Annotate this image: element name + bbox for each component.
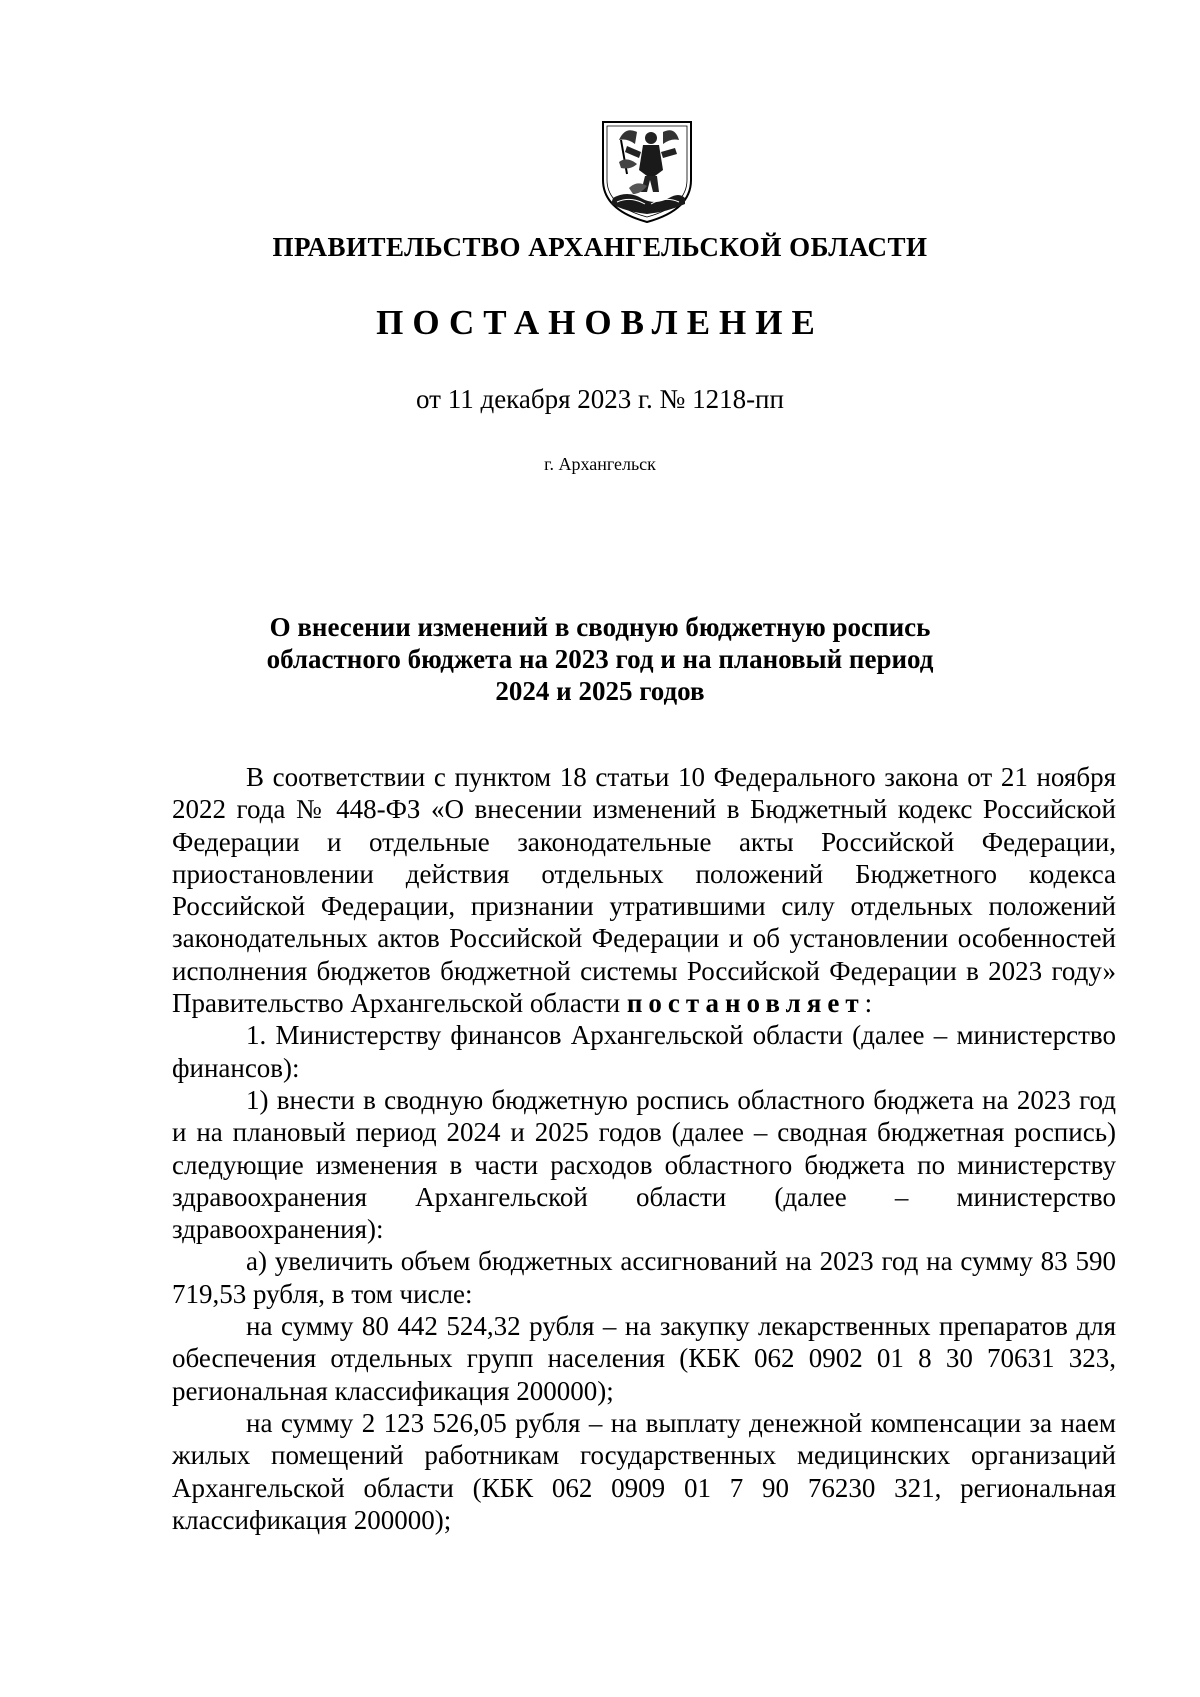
document-body — [172, 761, 1116, 1536]
decree-word: постановляет — [626, 988, 865, 1019]
document-subject — [0, 611, 1200, 707]
decree-colon: : — [864, 988, 873, 1019]
subject-line-2: областного бюджета на 2023 год и на плановый период — [266, 644, 934, 674]
sub-item-1-paragraph: на сумму 80 442 524,32 рубля – на закупку лекарственных препаратов для обеспечения отдельных групп населения (КБК 062 0902 01 8 30 70631 323, региональная классификация 200000); — [172, 1311, 1116, 1406]
document-type: ПОСТАНОВЛЕНИЕ — [376, 303, 824, 342]
subject-line-3: 2024 и 2025 годов — [495, 676, 705, 706]
preamble-paragraph — [172, 761, 1116, 1019]
preamble-text: В соответствии с пунктом 18 статьи 10 Федерального закона от 21 ноября 2022 года № 448-ФЗ «О внесении изменений в Бюджетный кодекс Российской Федерации и отдельные законодательные акты Российской Федерации, приостановлении действия отдельных положений Бюджетного кодекса Российской Федерации, признании утратившими силу отдельных положений законодательных актов Российской Федерации и об установлении особенностей исполнения бюджетов бюджетной системы Российской Федерации в 2023 году» Правительство Архангельской области — [172, 762, 1116, 1019]
subject-line-1: О внесении изменений в сводную бюджетную роспись — [269, 612, 931, 642]
document-date-number: от 11 декабря 2023 г. № 1218-пп — [416, 384, 784, 414]
sub-item-2-paragraph: на сумму 2 123 526,05 рубля – на выплату денежной компенсации за наем жилых помещений работникам государственных медицинских организаций Архангельской области (КБК 062 0909 01 7 90 76230 321, региональная классификация 200000); — [172, 1407, 1116, 1535]
coat-of-arms-icon — [597, 118, 697, 226]
item-1-paragraph: 1. Министерству финансов Архангельской области (далее – министерство финансов): — [172, 1020, 1116, 1083]
government-title: ПРАВИТЕЛЬСТВО АРХАНГЕЛЬСКОЙ ОБЛАСТИ — [272, 232, 928, 262]
document-city: г. Архангельск — [544, 454, 656, 474]
item-a-paragraph: а) увеличить объем бюджетных ассигнований на 2023 год на сумму 83 590 719,53 рубля, в том числе: — [172, 1246, 1116, 1309]
item-1-1-paragraph: 1) внести в сводную бюджетную роспись областного бюджета на 2023 год и на плановый период 2024 и 2025 годов (далее – сводная бюджетная роспись) следующие изменения в части расходов областного бюджета по министерству здравоохранения Архангельской области (далее – министерство здравоохранения): — [172, 1084, 1116, 1245]
